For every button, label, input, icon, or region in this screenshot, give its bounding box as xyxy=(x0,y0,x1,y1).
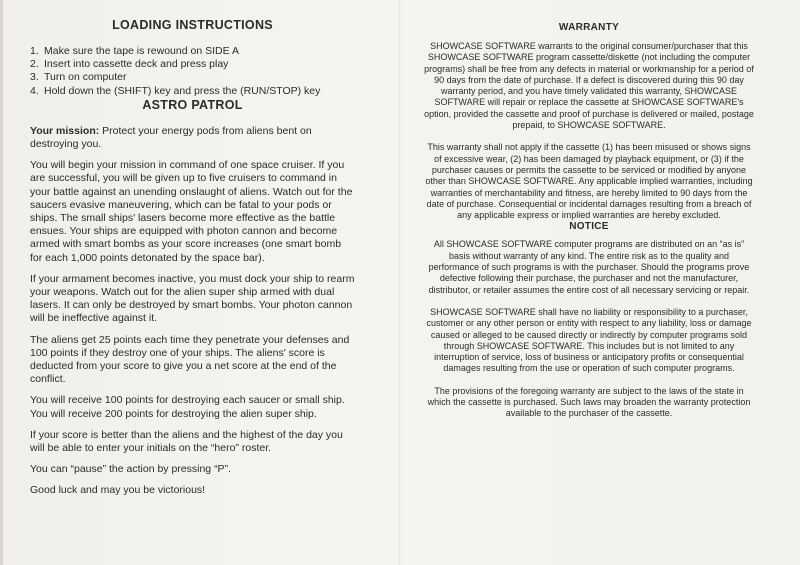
right-column xyxy=(424,22,754,420)
game-paragraph: You can “pause” the action by pressing “P”. xyxy=(30,463,231,476)
notice-paragraph: All SHOWCASE SOFTWARE computer programs are distributed on an “as is” basis without warranty of any kind. The entire risk as to the quality and performance of such programs is with the purchaser. Should the programs prove defective following their purchase, the purchaser and not the manufacturer, distributor, or retailer assumes the entire cost of all necessary servicing or repair. xyxy=(428,239,750,295)
mission-label: Your mission: xyxy=(30,124,100,137)
warranty-title: WARRANTY xyxy=(558,22,620,33)
loading-instructions-title: LOADING INSTRUCTIONS xyxy=(112,18,273,32)
left-column xyxy=(30,18,355,498)
astro-patrol-title: ASTRO PATROL xyxy=(142,97,243,112)
step-text: Turn on computer xyxy=(44,71,127,84)
loading-steps-list xyxy=(30,45,355,98)
game-paragraph: If your score is better than the aliens and the highest of the day you will be able to enter your initials on the “hero” roster. xyxy=(30,428,343,455)
mission-paragraph xyxy=(30,125,355,151)
game-paragraph: Good luck and may you be victorious! xyxy=(30,484,206,497)
game-paragraph: You will begin your mission in command of one space cruiser. If you are successful, you will be given up to five cruisers to command in your battle against an unending onslaught of aliens. Watch out for the saucers evasive maneuvering, which can be fatal to your pods or ships. The small ships' lasers become more effective as the battle ensues. Your ships are equipped with photon cannon and become armed with smart bombs as your score increases (one smart bomb for each 1,000 points detonated by the space bar). xyxy=(30,159,353,264)
loading-step xyxy=(30,71,355,84)
game-paragraph: If your armament becomes inactive, you must dock your ship to rearm your weapons. Watch out for the alien super ship armed with dual lasers. It can only be destroyed by smart bombs. Your photon cannon will be ineffective against it. xyxy=(30,272,355,325)
mission-text: Protect your energy pods from aliens bent on destroying you. xyxy=(30,124,312,151)
step-number: 4. xyxy=(30,84,39,97)
notice-title: NOTICE xyxy=(569,221,609,233)
loading-step xyxy=(30,85,355,98)
loading-step xyxy=(30,45,355,58)
warranty-paragraph: SHOWCASE SOFTWARE warrants to the original consumer/purchaser that this SHOWCASE SOFTWARE program cassette/diskette (not including the computer programs) shall be free from any defects in material or workmanship for a period of 90 days from the date of purchase. If a defect is discovered during this 90 day warranty period, and you have timely validated this warranty, SHOWCASE SOFTWARE will repair or replace the cassette at SHOWCASE SOFTWARE's option, provided the cassette and proof of purchase is delivered or mailed, postage prepaid, to SHOWCASE SOFTWARE. xyxy=(424,41,754,131)
game-paragraph: You will receive 100 points for destroying each saucer or small ship. You will receive 200 points for destroying the alien super ship. xyxy=(30,394,345,420)
notice-paragraph: SHOWCASE SOFTWARE shall have no liability or responsibility to a purchaser, customer or any other person or entity with respect to any liability, loss or damage caused or alleged to be caused directly or indirectly by computer programs sold through SHOWCASE SOFTWARE. This includes but is not limited to any interruption of service, loss of business or anticipatory profits or consequential damages resulting from the use or operation of such computer programs. xyxy=(426,306,752,374)
step-text: Hold down the (SHIFT) key and press the (RUN/STOP) key xyxy=(44,84,321,97)
step-text: Make sure the tape is rewound on SIDE A xyxy=(44,45,239,57)
step-number: 3. xyxy=(30,71,39,84)
step-number: 1. xyxy=(30,45,39,57)
loading-step xyxy=(30,58,355,71)
page-fold xyxy=(399,0,401,565)
page-edge xyxy=(0,0,3,565)
warranty-paragraph: This warranty shall not apply if the cassette (1) has been misused or shows signs of excessive wear, (2) has been damaged by playback equipment, or (3) if the purchaser causes or permits the cassette to be serviced or modified by anyone other than SHOWCASE SOFTWARE. Any applicable implied warranties, including warranties of merchantability and fitness, are hereby limited to 90 days from the date of purchase. Consequential or incidental damages resulting from a breach of any applicable express or implied warranties are hereby excluded. xyxy=(425,142,753,221)
notice-paragraph: The provisions of the foregoing warranty are subject to the laws of the state in which the cassette is purchased. Such laws may broaden the warranty protection available to the purchaser of the cassette. xyxy=(427,385,751,419)
step-number: 2. xyxy=(30,58,39,71)
game-paragraph: The aliens get 25 points each time they penetrate your defenses and 100 points if they destroy one of your ships. The aliens' score is deducted from your score to give you a net score at the end of the conflict. xyxy=(30,333,350,386)
step-text: Insert into cassette deck and press play xyxy=(44,58,229,71)
